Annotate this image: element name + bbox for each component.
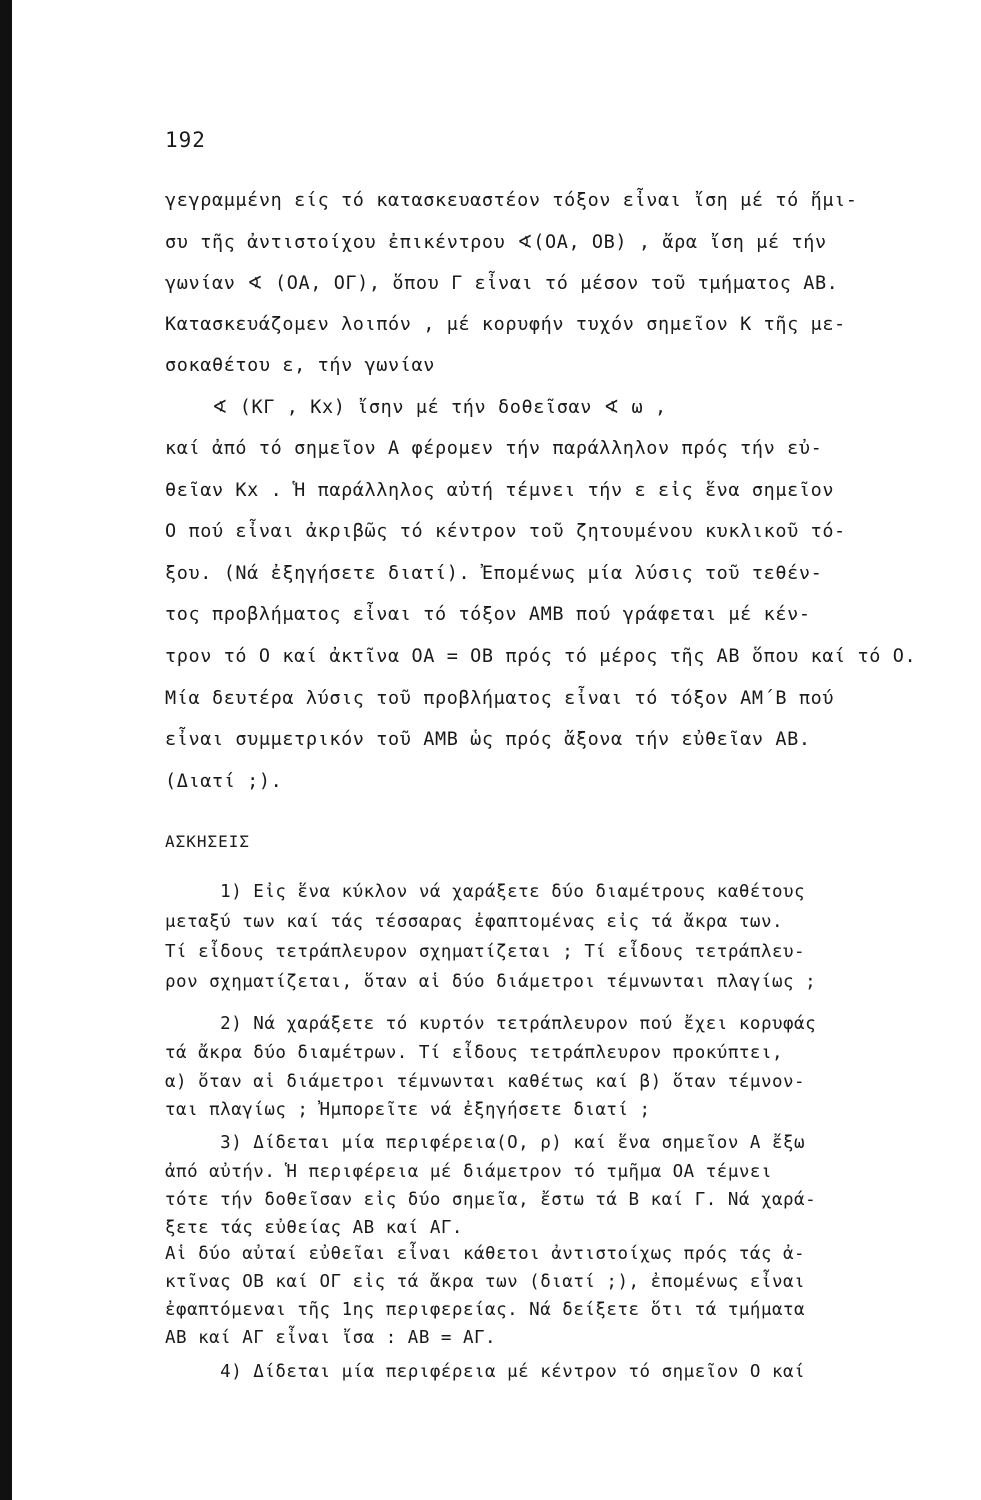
exercise-line: μεταξύ των καί τάς τέσσαρας ἐφαπτομένας εἰς τά ἄκρα των.: [165, 912, 784, 932]
body-line: συ τῆς ἀντιστοίχου ἐπικέντρου ∢(ΟΑ, ΟΒ) , ἄρα ἴση μέ τήν: [165, 232, 827, 253]
body-line: τρον τό Ο καί ἀκτῖνα ΟΑ = ΟΒ πρός τό μέρος τῆς ΑΒ ὅπου καί τό Ο.: [165, 646, 917, 667]
body-line: εἶναι συμμετρικόν τοῦ ΑΜΒ ὡς πρός ἄξονα τήν εὐθεῖαν ΑΒ.: [165, 729, 811, 750]
exercise-line: κτῖνας ΟΒ καί ΟΓ εἰς τά ἄκρα των (διατί ;), ἐπομένως εἶναι: [165, 1272, 806, 1292]
exercise-line: ΑΒ καί ΑΓ εἶναι ἴσα : ΑΒ = ΑΓ.: [165, 1328, 497, 1348]
body-line: Ο πού εἶναι ἀκριβῶς τό κέντρον τοῦ ζητουμένου κυκλικοῦ τό-: [165, 521, 846, 542]
body-line: γεγραμμένη είς τό κατασκευαστέον τόξον εἶναι ἴση μέ τό ἥμι-: [165, 190, 858, 211]
body-line: (Διατί ;).: [165, 771, 283, 792]
exercise-line: 1) Εἰς ἕνα κύκλον νά χαράξετε δύο διαμέτρους καθέτους: [165, 882, 806, 902]
body-line: θεῖαν Κx . Ἡ παράλληλος αὐτή τέμνει τήν ε εἰς ἕνα σημεῖον: [165, 480, 835, 501]
body-line: Μία δευτέρα λύσις τοῦ προβλήματος εἶναι τό τόξον ΑΜ΄Β πού: [165, 688, 835, 709]
exercise-line: ξετε τάς εὐθείας ΑΒ καί ΑΓ.: [165, 1218, 463, 1238]
exercise-line: 2) Νά χαράξετε τό κυρτόν τετράπλευρον πού ἔχει κορυφάς: [165, 1014, 817, 1034]
body-line: σοκαθέτου ε, τήν γωνίαν: [165, 355, 435, 376]
page-number: 192: [165, 128, 206, 152]
scan-edge-bar: [0, 0, 12, 1500]
exercise-line: Αἱ δύο αὐταί εὐθεῖαι εἶναι κάθετοι ἀντιστοίχως πρός τάς ἀ-: [165, 1244, 806, 1264]
exercise-line: τότε τήν δοθεῖσαν εἰς δύο σημεῖα, ἔστω τά Β καί Γ. Νά χαρά-: [165, 1190, 817, 1210]
exercise-line: Τί εἶδους τετράπλευρον σχηματίζεται ; Τί εἶδους τετράπλευ-: [165, 942, 806, 962]
exercise-line: α) ὅταν αἱ διάμετροι τέμνωνται καθέτως καί β) ὅταν τέμνον-: [165, 1072, 806, 1092]
exercise-line: ρον σχηματίζεται, ὅταν αἱ δύο διάμετροι τέμνωνται πλαγίως ;: [165, 972, 817, 992]
body-line: καί ἀπό τό σημεῖον Α φέρομεν τήν παράλληλον πρός τήν εὐ-: [165, 438, 823, 459]
body-line: τος προβλήματος εἶναι τό τόξον ΑΜΒ πού γράφεται μέ κέν-: [165, 604, 811, 625]
body-line: ∢ (ΚΓ , Κx) ἴσην μέ τήν δοθεῖσαν ∢ ω ,: [165, 397, 667, 418]
exercise-line: 3) Δίδεται μία περιφέρεια(Ο, ρ) καί ἕνα σημεῖον Α ἔξω: [165, 1133, 806, 1153]
exercise-line: ται πλαγίως ; Ἠμπορεῖτε νά ἐξηγήσετε διατί ;: [165, 1100, 651, 1120]
body-line: ξου. (Νά ἐξηγήσετε διατί). Ἐπομένως μία λύσις τοῦ τεθέν-: [165, 563, 823, 584]
exercise-line: ἐφαπτόμεναι τῆς 1ης περιφερείας. Νά δείξετε ὅτι τά τμήματα: [165, 1300, 806, 1320]
exercise-line: ἀπό αὐτήν. Ἡ περιφέρεια μέ διάμετρον τό τμῆμα ΟΑ τέμνει: [165, 1162, 772, 1182]
body-line: Κατασκευάζομεν λοιπόν , μέ κορυφήν τυχόν σημεῖον Κ τῆς με-: [165, 314, 846, 335]
exercise-line: 4) Δίδεται μία περιφέρεια μέ κέντρον τό σημεῖον Ο καί: [165, 1362, 806, 1382]
exercise-line: τά ἄκρα δύο διαμέτρων. Τί εἶδους τετράπλευρον προκύπτει,: [165, 1043, 784, 1063]
exercises-heading: ΑΣΚΗΣΕΙΣ: [165, 832, 251, 851]
body-line: γωνίαν ∢ (ΟΑ, ΟΓ), ὅπου Γ εἶναι τό μέσον τοῦ τμήματος ΑΒ.: [165, 273, 839, 294]
